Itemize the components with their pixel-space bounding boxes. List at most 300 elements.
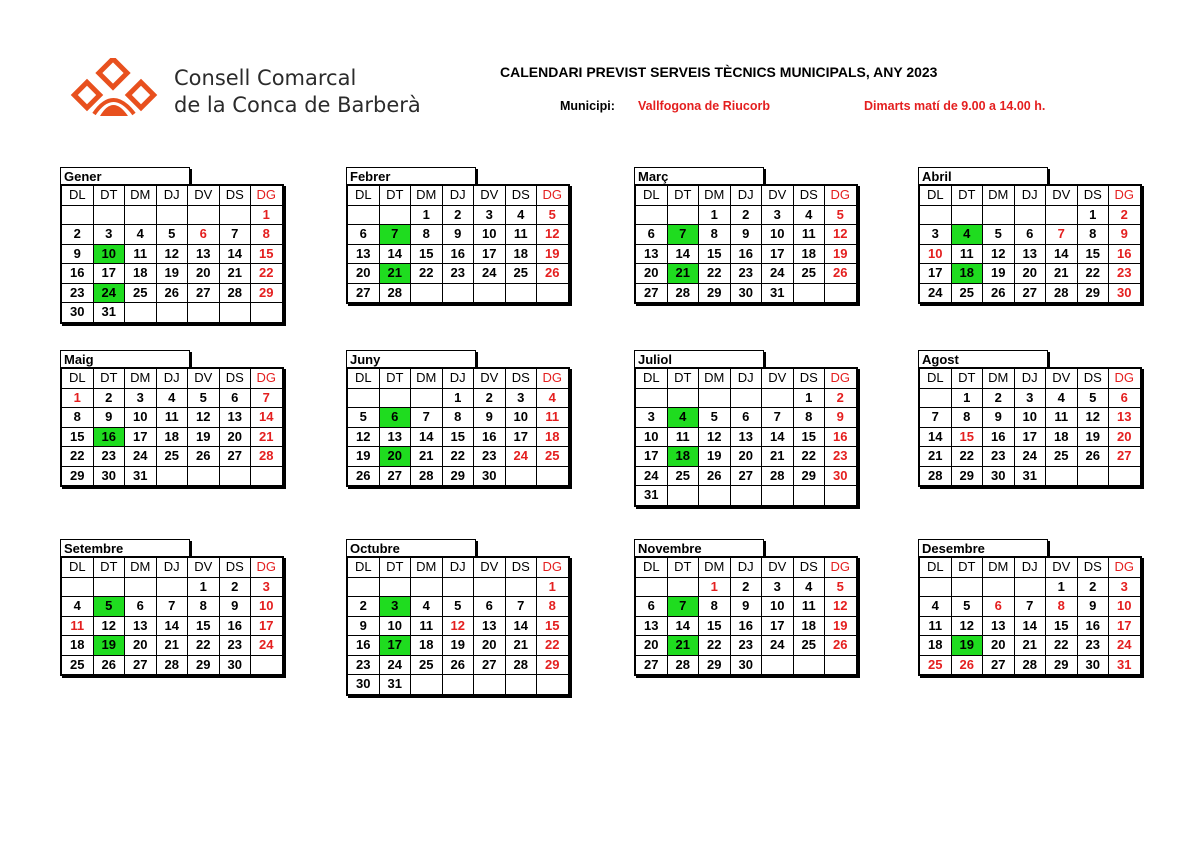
day-cell: 4 xyxy=(411,597,443,617)
day-cell: 8 xyxy=(951,408,983,428)
day-cell: 25 xyxy=(667,466,699,486)
day-cell: 1 xyxy=(411,205,443,225)
day-cell: 23 xyxy=(730,264,762,284)
week-row xyxy=(635,283,857,303)
day-cell: 19 xyxy=(1077,427,1109,447)
service-day-cell: 4 xyxy=(667,408,699,428)
day-cell: 6 xyxy=(188,225,220,245)
empty-cell xyxy=(1046,205,1078,225)
weekday-label: DM xyxy=(125,185,157,205)
empty-cell xyxy=(793,655,825,675)
empty-cell xyxy=(951,205,983,225)
weekday-label: DS xyxy=(1077,185,1109,205)
week-row xyxy=(347,244,569,264)
month-name: Octubre xyxy=(346,539,476,556)
day-cell: 16 xyxy=(983,427,1015,447)
day-cell: 8 xyxy=(1046,597,1078,617)
weekday-label: DJ xyxy=(156,185,188,205)
service-day-cell: 7 xyxy=(667,225,699,245)
day-cell: 4 xyxy=(156,388,188,408)
day-cell: 27 xyxy=(188,283,220,303)
day-cell: 1 xyxy=(699,577,731,597)
service-day-cell: 21 xyxy=(667,636,699,656)
day-cell: 26 xyxy=(699,466,731,486)
empty-cell xyxy=(667,577,699,597)
logo-icon xyxy=(70,58,160,120)
week-row xyxy=(635,636,857,656)
day-cell: 27 xyxy=(983,655,1015,675)
day-cell: 28 xyxy=(667,655,699,675)
day-cell: 10 xyxy=(505,408,537,428)
weekday-label: DG xyxy=(1109,368,1141,388)
day-cell: 29 xyxy=(61,466,93,486)
day-cell: 16 xyxy=(61,264,93,284)
day-cell: 10 xyxy=(125,408,157,428)
weekday-label: DS xyxy=(793,185,825,205)
day-cell: 20 xyxy=(983,636,1015,656)
day-cell: 13 xyxy=(347,244,379,264)
month-name: Abril xyxy=(918,167,1048,184)
empty-cell xyxy=(411,283,443,303)
day-cell: 15 xyxy=(188,616,220,636)
service-day-cell: 10 xyxy=(93,244,125,264)
day-cell: 18 xyxy=(793,244,825,264)
day-cell: 15 xyxy=(251,244,283,264)
day-cell: 2 xyxy=(983,388,1015,408)
day-cell: 11 xyxy=(793,225,825,245)
weekday-label: DV xyxy=(762,368,794,388)
weekday-label: DV xyxy=(762,185,794,205)
day-cell: 13 xyxy=(635,244,667,264)
day-cell: 16 xyxy=(347,636,379,656)
day-cell: 21 xyxy=(411,447,443,467)
weekday-label: DJ xyxy=(730,557,762,577)
weekday-label: DM xyxy=(699,368,731,388)
day-cell: 30 xyxy=(347,675,379,695)
empty-cell xyxy=(379,205,411,225)
empty-cell xyxy=(537,466,569,486)
day-cell: 15 xyxy=(699,244,731,264)
month-name: Juliol xyxy=(634,350,764,367)
day-cell: 7 xyxy=(762,408,794,428)
week-row xyxy=(919,655,1141,675)
weekday-label: DG xyxy=(1109,185,1141,205)
day-cell: 15 xyxy=(951,427,983,447)
day-cell: 23 xyxy=(1109,264,1141,284)
week-row xyxy=(919,264,1141,284)
day-cell: 25 xyxy=(156,447,188,467)
weekday-label: DT xyxy=(379,557,411,577)
day-cell: 14 xyxy=(379,244,411,264)
weekday-label: DL xyxy=(347,557,379,577)
day-cell: 25 xyxy=(919,655,951,675)
weekday-label: DL xyxy=(919,557,951,577)
day-cell: 2 xyxy=(61,225,93,245)
day-cell: 7 xyxy=(505,597,537,617)
empty-cell xyxy=(983,577,1015,597)
day-cell: 3 xyxy=(919,225,951,245)
day-cell: 19 xyxy=(156,264,188,284)
day-cell: 22 xyxy=(537,636,569,656)
month-name: Juny xyxy=(346,350,476,367)
day-cell: 22 xyxy=(61,447,93,467)
day-cell: 1 xyxy=(1077,205,1109,225)
empty-cell xyxy=(219,303,251,323)
day-cell: 14 xyxy=(219,244,251,264)
day-cell: 12 xyxy=(442,616,474,636)
empty-cell xyxy=(347,388,379,408)
day-cell: 23 xyxy=(442,264,474,284)
weekday-label: DV xyxy=(1046,185,1078,205)
day-cell: 5 xyxy=(1077,388,1109,408)
weekday-label: DL xyxy=(61,368,93,388)
month-setembre xyxy=(60,539,290,676)
empty-cell xyxy=(156,466,188,486)
service-day-cell: 18 xyxy=(667,447,699,467)
week-row xyxy=(61,388,283,408)
week-row xyxy=(61,655,283,675)
weekday-label: DG xyxy=(251,185,283,205)
weekday-label: DS xyxy=(219,368,251,388)
day-cell: 31 xyxy=(1014,466,1046,486)
day-cell: 23 xyxy=(93,447,125,467)
month-name: Març xyxy=(634,167,764,184)
week-row xyxy=(61,244,283,264)
day-cell: 26 xyxy=(442,655,474,675)
day-cell: 24 xyxy=(762,636,794,656)
empty-cell xyxy=(699,388,731,408)
day-cell: 30 xyxy=(93,466,125,486)
day-cell: 20 xyxy=(1109,427,1141,447)
weekday-label: DV xyxy=(474,368,506,388)
weekday-label: DJ xyxy=(730,368,762,388)
day-cell: 17 xyxy=(474,244,506,264)
day-cell: 7 xyxy=(219,225,251,245)
service-day-cell: 20 xyxy=(379,447,411,467)
weekday-label: DT xyxy=(951,368,983,388)
week-row xyxy=(635,427,857,447)
weekday-header xyxy=(61,368,283,388)
service-day-cell: 4 xyxy=(951,225,983,245)
day-cell: 17 xyxy=(1014,427,1046,447)
day-cell: 5 xyxy=(188,388,220,408)
week-row xyxy=(635,486,857,506)
day-cell: 18 xyxy=(505,244,537,264)
week-row xyxy=(635,408,857,428)
day-cell: 6 xyxy=(730,408,762,428)
empty-cell xyxy=(411,388,443,408)
day-cell: 15 xyxy=(442,427,474,447)
day-cell: 8 xyxy=(793,408,825,428)
weekday-label: DT xyxy=(93,368,125,388)
weekday-header xyxy=(635,185,857,205)
weekday-header xyxy=(919,368,1141,388)
day-cell: 1 xyxy=(699,205,731,225)
day-cell: 28 xyxy=(762,466,794,486)
service-day-cell: 19 xyxy=(93,636,125,656)
day-cell: 1 xyxy=(188,577,220,597)
day-cell: 4 xyxy=(505,205,537,225)
empty-cell xyxy=(919,577,951,597)
day-cell: 16 xyxy=(825,427,857,447)
week-row xyxy=(919,283,1141,303)
day-cell: 13 xyxy=(219,408,251,428)
day-cell: 13 xyxy=(983,616,1015,636)
week-row xyxy=(635,616,857,636)
empty-cell xyxy=(793,283,825,303)
weekday-label: DM xyxy=(699,185,731,205)
day-cell: 8 xyxy=(251,225,283,245)
week-row xyxy=(347,577,569,597)
weekday-label: DJ xyxy=(156,557,188,577)
week-row xyxy=(61,225,283,245)
week-row xyxy=(635,205,857,225)
day-cell: 31 xyxy=(379,675,411,695)
day-cell: 12 xyxy=(983,244,1015,264)
weekday-header xyxy=(347,368,569,388)
weekday-label: DV xyxy=(188,368,220,388)
day-cell: 12 xyxy=(699,427,731,447)
empty-cell xyxy=(951,577,983,597)
day-cell: 7 xyxy=(919,408,951,428)
day-cell: 9 xyxy=(730,225,762,245)
empty-cell xyxy=(125,205,157,225)
day-cell: 20 xyxy=(125,636,157,656)
day-cell: 6 xyxy=(474,597,506,617)
empty-cell xyxy=(411,577,443,597)
day-cell: 3 xyxy=(505,388,537,408)
day-cell: 3 xyxy=(635,408,667,428)
day-cell: 19 xyxy=(983,264,1015,284)
service-day-cell: 24 xyxy=(93,283,125,303)
weekday-label: DJ xyxy=(1014,368,1046,388)
day-cell: 22 xyxy=(793,447,825,467)
empty-cell xyxy=(251,655,283,675)
day-cell: 18 xyxy=(125,264,157,284)
day-cell: 4 xyxy=(125,225,157,245)
empty-cell xyxy=(505,577,537,597)
day-cell: 6 xyxy=(219,388,251,408)
day-cell: 2 xyxy=(442,205,474,225)
day-cell: 10 xyxy=(762,597,794,617)
month-name: Febrer xyxy=(346,167,476,184)
week-row xyxy=(61,283,283,303)
week-row xyxy=(919,597,1141,617)
day-cell: 5 xyxy=(825,577,857,597)
day-cell: 25 xyxy=(537,447,569,467)
day-cell: 11 xyxy=(919,616,951,636)
day-cell: 29 xyxy=(251,283,283,303)
day-cell: 19 xyxy=(537,244,569,264)
empty-cell xyxy=(762,486,794,506)
day-cell: 23 xyxy=(61,283,93,303)
day-cell: 12 xyxy=(825,225,857,245)
day-cell: 5 xyxy=(699,408,731,428)
day-cell: 20 xyxy=(635,264,667,284)
week-row xyxy=(919,447,1141,467)
day-cell: 24 xyxy=(762,264,794,284)
day-cell: 5 xyxy=(951,597,983,617)
weekday-label: DV xyxy=(762,557,794,577)
empty-cell xyxy=(919,388,951,408)
day-cell: 26 xyxy=(347,466,379,486)
empty-cell xyxy=(219,466,251,486)
day-cell: 29 xyxy=(1077,283,1109,303)
empty-cell xyxy=(125,577,157,597)
day-cell: 8 xyxy=(61,408,93,428)
weekday-label: DM xyxy=(411,185,443,205)
empty-cell xyxy=(1014,205,1046,225)
weekday-label: DS xyxy=(1077,368,1109,388)
day-cell: 9 xyxy=(61,244,93,264)
empty-cell xyxy=(635,205,667,225)
day-cell: 13 xyxy=(188,244,220,264)
weekday-label: DV xyxy=(474,557,506,577)
weekday-label: DG xyxy=(537,557,569,577)
day-cell: 21 xyxy=(251,427,283,447)
day-cell: 27 xyxy=(474,655,506,675)
day-cell: 5 xyxy=(156,225,188,245)
week-row xyxy=(61,408,283,428)
empty-cell xyxy=(1077,466,1109,486)
empty-cell xyxy=(61,577,93,597)
day-cell: 27 xyxy=(635,283,667,303)
day-cell: 1 xyxy=(951,388,983,408)
empty-cell xyxy=(635,388,667,408)
day-cell: 3 xyxy=(1109,577,1141,597)
day-cell: 7 xyxy=(411,408,443,428)
month-table xyxy=(60,367,284,487)
municipi-label: Municipi: xyxy=(560,99,615,113)
weekday-label: DT xyxy=(93,557,125,577)
day-cell: 19 xyxy=(825,616,857,636)
empty-cell xyxy=(825,655,857,675)
day-cell: 30 xyxy=(983,466,1015,486)
day-cell: 14 xyxy=(919,427,951,447)
day-cell: 21 xyxy=(919,447,951,467)
day-cell: 19 xyxy=(347,447,379,467)
day-cell: 3 xyxy=(762,205,794,225)
day-cell: 6 xyxy=(1109,388,1141,408)
day-cell: 5 xyxy=(442,597,474,617)
week-row xyxy=(61,577,283,597)
week-row xyxy=(635,466,857,486)
empty-cell xyxy=(251,303,283,323)
week-row xyxy=(635,577,857,597)
day-cell: 28 xyxy=(1014,655,1046,675)
weekday-label: DS xyxy=(505,185,537,205)
month-name: Maig xyxy=(60,350,190,367)
day-cell: 20 xyxy=(188,264,220,284)
day-cell: 3 xyxy=(762,577,794,597)
week-row xyxy=(635,244,857,264)
day-cell: 29 xyxy=(699,655,731,675)
weekday-label: DJ xyxy=(1014,185,1046,205)
empty-cell xyxy=(699,486,731,506)
day-cell: 9 xyxy=(730,597,762,617)
day-cell: 17 xyxy=(505,427,537,447)
weekday-header xyxy=(635,368,857,388)
day-cell: 25 xyxy=(793,264,825,284)
empty-cell xyxy=(156,577,188,597)
day-cell: 17 xyxy=(919,264,951,284)
day-cell: 11 xyxy=(411,616,443,636)
day-cell: 19 xyxy=(188,427,220,447)
weekday-header xyxy=(635,557,857,577)
day-cell: 23 xyxy=(219,636,251,656)
day-cell: 13 xyxy=(474,616,506,636)
schedule-text: Dimarts matí de 9.00 a 14.00 h. xyxy=(864,99,1046,113)
day-cell: 17 xyxy=(762,616,794,636)
day-cell: 30 xyxy=(219,655,251,675)
week-row xyxy=(919,427,1141,447)
day-cell: 24 xyxy=(251,636,283,656)
day-cell: 11 xyxy=(125,244,157,264)
day-cell: 16 xyxy=(474,427,506,447)
day-cell: 15 xyxy=(411,244,443,264)
month-gener xyxy=(60,167,290,324)
day-cell: 2 xyxy=(1077,577,1109,597)
day-cell: 27 xyxy=(1014,283,1046,303)
week-row xyxy=(635,225,857,245)
weekday-label: DL xyxy=(919,185,951,205)
empty-cell xyxy=(667,388,699,408)
day-cell: 23 xyxy=(983,447,1015,467)
day-cell: 6 xyxy=(635,225,667,245)
day-cell: 13 xyxy=(379,427,411,447)
service-day-cell: 18 xyxy=(951,264,983,284)
month-maig xyxy=(60,350,290,487)
day-cell: 28 xyxy=(1046,283,1078,303)
day-cell: 23 xyxy=(730,636,762,656)
day-cell: 26 xyxy=(537,264,569,284)
day-cell: 6 xyxy=(125,597,157,617)
day-cell: 24 xyxy=(125,447,157,467)
weekday-label: DT xyxy=(379,185,411,205)
empty-cell xyxy=(125,303,157,323)
day-cell: 10 xyxy=(474,225,506,245)
month-table xyxy=(634,184,858,304)
week-row xyxy=(919,205,1141,225)
weekday-header xyxy=(61,185,283,205)
month-name: Desembre xyxy=(918,539,1048,556)
month-febrer xyxy=(346,167,576,304)
day-cell: 4 xyxy=(537,388,569,408)
day-cell: 18 xyxy=(537,427,569,447)
month-table xyxy=(60,184,284,324)
empty-cell xyxy=(983,205,1015,225)
day-cell: 17 xyxy=(1109,616,1141,636)
day-cell: 23 xyxy=(825,447,857,467)
empty-cell xyxy=(1109,466,1141,486)
day-cell: 17 xyxy=(93,264,125,284)
week-row xyxy=(61,636,283,656)
month-name: Agost xyxy=(918,350,1048,367)
day-cell: 1 xyxy=(442,388,474,408)
day-cell: 25 xyxy=(951,283,983,303)
weekday-label: DM xyxy=(125,557,157,577)
weekday-label: DL xyxy=(347,185,379,205)
weekday-label: DL xyxy=(61,557,93,577)
weekday-label: DM xyxy=(411,368,443,388)
week-row xyxy=(919,388,1141,408)
week-row xyxy=(347,225,569,245)
week-row xyxy=(635,388,857,408)
day-cell: 27 xyxy=(379,466,411,486)
day-cell: 8 xyxy=(188,597,220,617)
day-cell: 26 xyxy=(156,283,188,303)
month-novembre xyxy=(634,539,864,676)
